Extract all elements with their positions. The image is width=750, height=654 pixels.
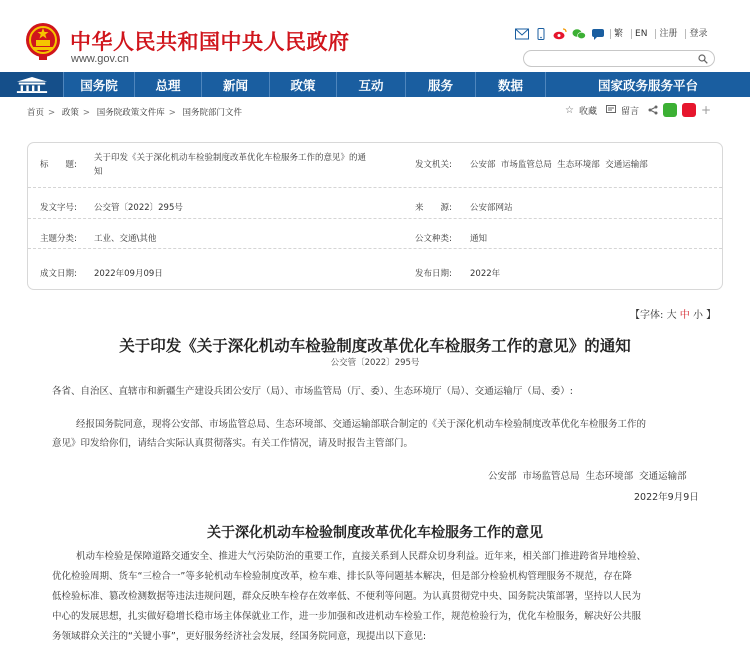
title-value-line2: 知 [94,167,103,177]
opinion-line: 中心的发展思想，扎实做好稳增长稳市场主体保就业工作，进一步加强和改进机动车检验工作，规范检验行为，优化车检服务，解决好公共服 [52,611,642,622]
font-size-prefix: 【字体: [630,310,664,321]
article-recipients: 各省、自治区、直辖市和新疆生产建设兵团公安厅（局）、市场监管局（厅、委）、生态环境厅（局）、交通运输厅（局、委）: [52,386,573,397]
article-date: 2022年9月9日 [634,492,699,503]
traditional-chinese-link[interactable]: 繁 [610,29,626,39]
source-label: 来 源: [415,203,452,213]
opinion-line: 机动车检验是保障道路交通安全、推进大气污染防治的重要工作，直接关系到人民群众切身利益。近年来，相关部门推进跨省异地检验、 [76,551,647,562]
opinion-line: 务领域群众关注的“关键小事”，更好服务经济社会发展，经国务院同意，现提出以下意见: [52,631,427,642]
info-row-docno [28,188,722,219]
search-icon[interactable] [698,54,708,64]
nav-item-news[interactable]: 新闻 [201,72,269,97]
article-signatories: 公安部 市场监管总局 生态环境部 交通运输部 [488,471,687,482]
opinion-title: 关于深化机动车检验制度改革优化车检服务工作的意见 [207,525,543,541]
breadcrumb-separator: > [48,108,56,118]
nav-item-services[interactable]: 服务 [405,72,475,97]
topic-label: 主题分类: [40,234,77,244]
font-size-small[interactable]: 小 [692,310,703,321]
opinion-line: 优化检验周期、货车“三检合一”等多轮机动车检验制度改革，检车难、排长队等问题基本解决，但是部分检验机构管理服务不规范，存在降 [52,571,632,582]
wechat-icon[interactable] [572,28,586,40]
main-nav [0,72,750,97]
message-link[interactable]: 留言 [620,106,639,117]
english-link[interactable]: EN [631,29,650,39]
source-value: 公安部网站 [470,203,513,213]
nav-item-policy[interactable]: 政策 [269,72,336,97]
topic-value: 工业、交通\其他 [94,234,157,244]
mail-icon[interactable] [515,28,529,40]
more-share-button[interactable]: + [701,103,712,117]
utility-bar [515,28,710,40]
wechat-share-icon[interactable] [663,103,677,117]
share-bar [565,103,711,117]
font-size-suffix: 】 [706,310,717,321]
nav-item-state-council[interactable]: 国务院 [63,72,134,97]
written-date-value: 2022年09月09日 [94,269,163,279]
weibo-icon[interactable] [553,28,567,40]
opinion-line: 低检验标准、篡改检测数据等违法违规问题，群众反映车检存在效率低、不便利等问题。为认真贯彻党中央、国务院决策部署，坚持以人民为 [52,591,642,602]
font-size-medium[interactable]: 中 [679,310,690,321]
docno-label: 发文字号: [40,203,77,213]
docno-value: 公交管〔2022〕295号 [94,203,183,213]
favorite-star-icon[interactable]: ☆ [565,104,574,116]
font-size-control [630,306,716,321]
issuer-label: 发文机关: [415,160,452,170]
type-value: 通知 [470,234,488,244]
breadcrumb-department-docs[interactable]: 国务院部门文件 [182,108,243,118]
published-date-label: 发布日期: [415,269,452,279]
site-title[interactable]: 中华人民共和国中央人民政府 [70,29,350,54]
issuer-value: 公安部 市场监管总局 生态环境部 交通运输部 [470,160,648,170]
login-link[interactable]: 登录 [685,29,710,39]
info-row-dates [28,249,722,289]
written-date-label: 成文日期: [40,269,77,279]
breadcrumb-separator: > [168,108,176,118]
title-value-line1: 关于印发《关于深化机动车检验制度改革优化车检服务工作的意见》的通 [94,153,367,163]
favorite-link[interactable]: 收藏 [578,106,597,117]
weibo-share-icon[interactable] [682,103,696,117]
search-input[interactable] [532,56,692,71]
search-box [523,50,715,67]
mobile-icon[interactable] [534,28,548,40]
breadcrumb-policy-library[interactable]: 国务院政策文件库 [96,108,165,118]
breadcrumb-separator: > [82,108,90,118]
nav-item-premier[interactable]: 总理 [134,72,201,97]
breadcrumb [27,106,242,118]
nav-item-data[interactable]: 数据 [475,72,545,97]
nav-home[interactable] [0,72,63,97]
register-link[interactable]: 注册 [655,29,680,39]
info-row-title [28,143,722,188]
article-title: 关于印发《关于深化机动车检验制度改革优化车检服务工作的意见》的通知 [119,336,631,355]
national-emblem-icon[interactable] [25,22,61,60]
published-date-value: 2022年 [470,269,501,279]
article-body-line1: 经报国务院同意，现将公安部、市场监管总局、生态环境部、交通运输部联合制定的《关于深化机动车检验制度改革优化车检服务工作的 [76,419,647,430]
site-header [0,0,750,72]
title-label: 标 题: [40,160,77,170]
home-building-icon [12,76,52,93]
share-icon[interactable] [648,105,658,115]
chat-bubble-icon[interactable] [591,28,605,40]
article-body-line2: 意见》印发给你们，请结合实际认真贯彻落实。有关工作情况，请及时报告主管部门。 [52,438,414,449]
document-info-table [27,142,723,290]
info-row-topic [28,219,722,249]
site-domain: www.gov.cn [71,53,129,65]
type-label: 公文种类: [415,234,452,244]
article-docno: 公交管〔2022〕295号 [330,358,420,368]
breadcrumb-home[interactable]: 首页 [27,108,45,118]
nav-item-interaction[interactable]: 互动 [336,72,405,97]
font-size-large[interactable]: 大 [666,310,677,321]
breadcrumb-policy[interactable]: 政策 [61,108,79,118]
nav-item-gov-service-platform[interactable]: 国家政务服务平台 [545,72,750,97]
message-icon[interactable] [606,105,616,115]
